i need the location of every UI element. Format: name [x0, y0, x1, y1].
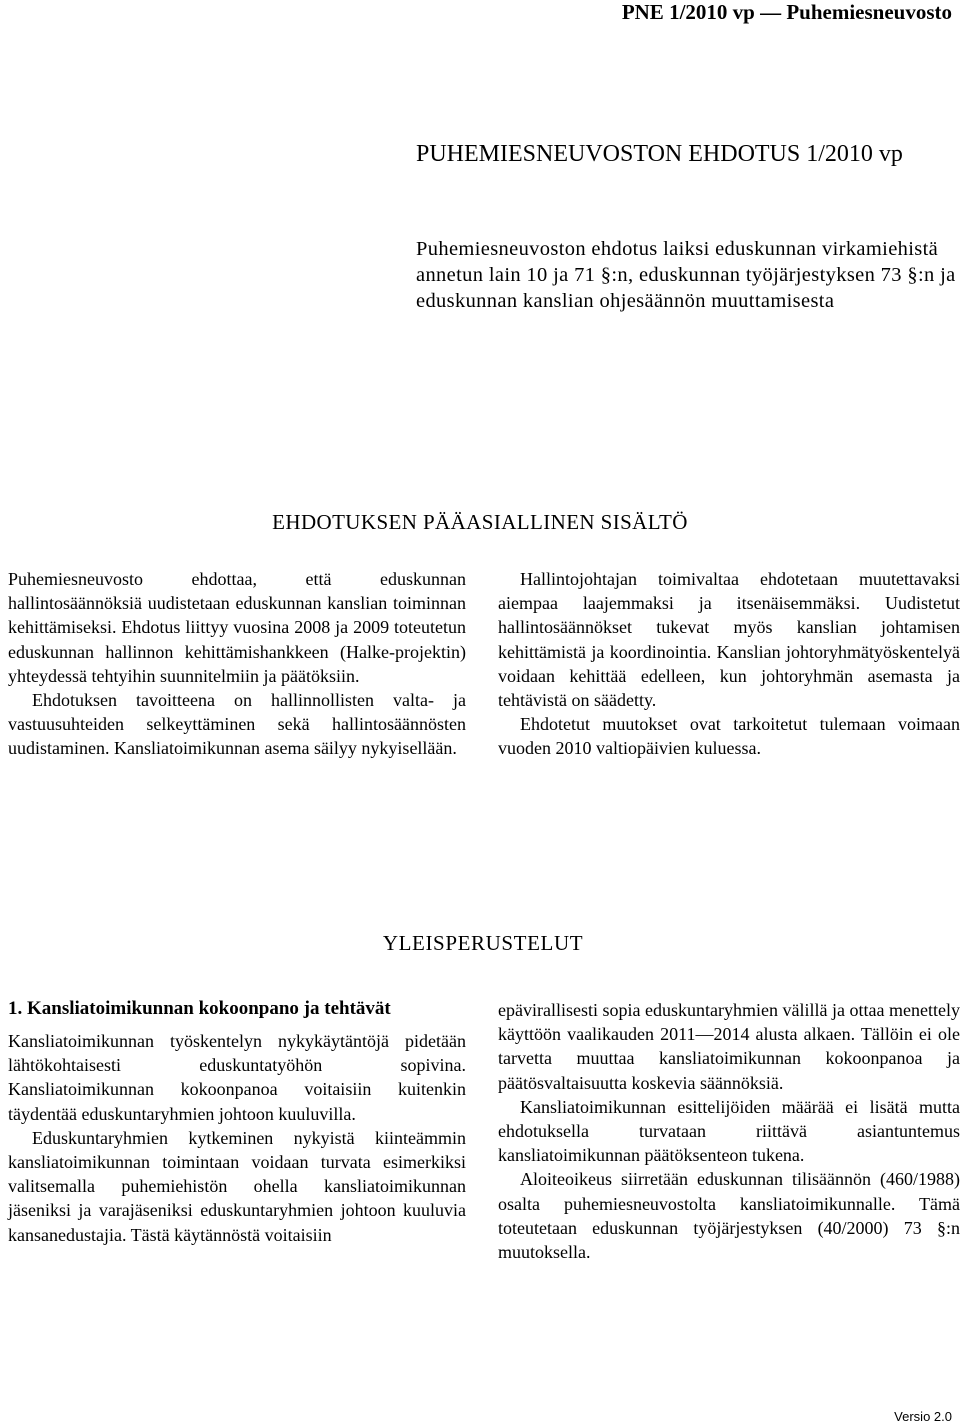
summary-paragraph: Hallintojohtajan toimivaltaa ehdotetaan muutettavaksi aiempaa laajemmaksi ja itsenäisemmäksi. Uudistetut hallintosäännökset tukevat myös kanslian johtamisen kehittämistä ja koordinointia. Kanslian johtoryhmätyöskentelyä voidaan kehittää edelleen, kun johtoryhmän asemasta ja tehtävistä on säädetty. [498, 569, 960, 711]
proposal-subtitle: Puhemiesneuvoston ehdotus laiksi eduskunnan virkamiehistä annetun lain 10 ja 71 §:n, eduskunnan työjärjestyksen 73 §:n ja eduskunnan kanslian ohjesäännön muuttamisesta [416, 238, 956, 312]
general-paragraph: Eduskuntaryhmien kytkeminen nykyistä kiinteämmin kansliatoimikunnan toimintaan voidaan turvata esimerkiksi valitsemalla puhemiehistön ohella kansliatoimikunnan jäseniksi ja varajäseniksi eduskuntaryhmien johtoon kuuluvia kansanedustajia. Tästä käytännöstä voitaisiin [8, 1127, 466, 1245]
general-paragraph: Aloiteoikeus siirretään eduskunnan tilisäännön (460/1988) osalta puhemiesneuvostolta kansliatoimikunnalle. Tämä toteutetaan eduskunnan työjärjestyksen (40/2000) 73 §:n muutoksella. [498, 1169, 960, 1263]
summary-right-column [498, 567, 960, 761]
running-head: PNE 1/2010 vp — Puhemiesneuvosto [621, 0, 952, 24]
general-left-column [8, 994, 466, 1247]
general-heading: YLEISPERUSTELUT [382, 931, 584, 955]
general-paragraph: epävirallisesti sopia eduskuntaryhmien välillä ja ottaa menettely käyttöön vaalikauden 2011—2014 alusta alkaen. Tällöin ei ole tarvetta muuttaa kansliatoimikunnan kokoonpanoa ja päätösvaltaisuutta koskevia säännöksiä. [498, 1000, 960, 1093]
proposal-title: PUHEMIESNEUVOSTON EHDOTUS 1/2010 vp [416, 141, 903, 167]
version-label: Versio 2.0 [894, 1409, 952, 1424]
summary-paragraph: Ehdotuksen tavoitteena on hallinnollisten valta- ja vastuusuhteiden selkeyttäminen sekä hallintosäännösten uudistaminen. Kansliatoimikunnan asema säilyy nykyisellään. [8, 690, 466, 759]
general-paragraph: Kansliatoimikunnan esittelijöiden määrää ei lisätä mutta ehdotuksella turvataan riittävä asiantuntemus kansliatoimikunnan päätöksenteon tukena. [498, 1096, 960, 1166]
summary-left-column [8, 567, 466, 761]
section-subheading: 1. Kansliatoimikunnan kokoonpano ja tehtävät [8, 998, 391, 1019]
summary-paragraph: Puhemiesneuvosto ehdottaa, että eduskunnan hallintosäännöksiä uudistetaan eduskunnan kanslian toiminnan kehittämiseksi. Ehdotus liittyy vuosina 2008 ja 2009 toteutetun eduskunnan hallinnon kehittämishankkeen (Halke-projektin) yhteydessä tehtyihin suunnitelmiin ja päätöksiin. [8, 569, 466, 686]
summary-paragraph: Ehdotetut muutokset ovat tarkoitetut tulemaan voimaan vuoden 2010 valtiopäivien kuluessa. [498, 714, 960, 759]
general-right-column [498, 998, 960, 1264]
summary-heading: EHDOTUKSEN PÄÄASIALLINEN SISÄLTÖ [272, 510, 688, 534]
general-paragraph: Kansliatoimikunnan työskentelyn nykykäytäntöjä pidetään lähtökohtaisesti eduskuntatyöhön sopivina. Kansliatoimikunnan kokoonpanoa voitaisiin kuitenkin täydentää eduskuntaryhmien johtoon kuuluvilla. [8, 1031, 466, 1124]
